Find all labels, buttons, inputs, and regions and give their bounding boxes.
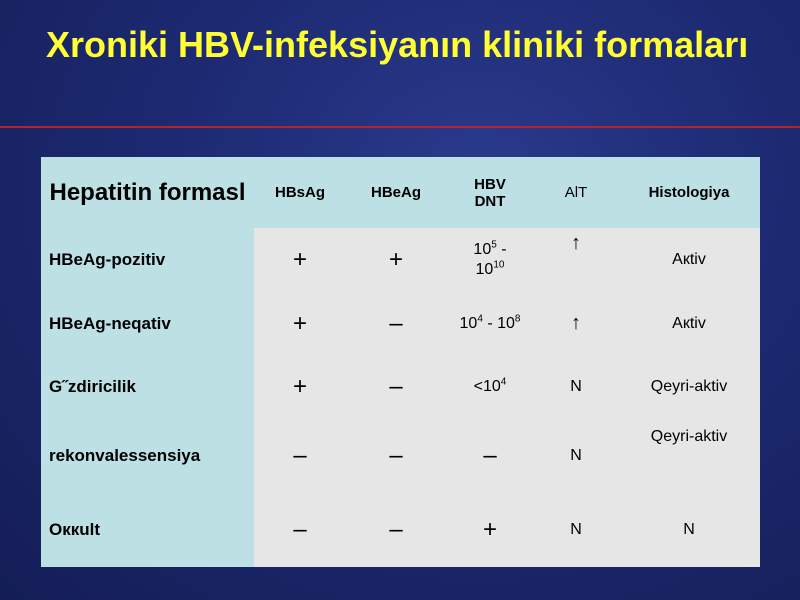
histology-cell: Qeyri-aktiv: [618, 355, 760, 418]
table-row: [41, 418, 760, 493]
hbeag-cell: –: [346, 493, 446, 567]
hbv-dnt-cell: –: [446, 418, 534, 493]
hbeag-cell: –: [346, 292, 446, 355]
slide-title: Xroniki HBV-infeksiyanın kliniki formaları: [46, 24, 749, 65]
alt-cell: [534, 228, 618, 292]
hbsag-cell: +: [254, 228, 346, 292]
alt-cell: [534, 292, 618, 355]
hbeag-cell: –: [346, 418, 446, 493]
table-row: [41, 228, 760, 292]
header-hbeag: HBeAg: [346, 157, 446, 228]
table-row: [41, 493, 760, 567]
alt-cell: N: [534, 493, 618, 567]
hbv-forms-table: [41, 157, 760, 567]
hbsag-cell: +: [254, 355, 346, 418]
histology-cell: Aкtiv: [618, 228, 760, 292]
header-hepatitis-form: Hepatitin formasl: [41, 157, 254, 228]
table-row: [41, 292, 760, 355]
header-alt: AlT: [534, 157, 618, 228]
header-hbv-dnt: HBV DNT: [446, 157, 534, 228]
header-hbsag: HBsAg: [254, 157, 346, 228]
hbv-dnt-cell: $<10^4$: [446, 355, 534, 418]
row-label: G˝zdiricilik: [41, 355, 254, 418]
hbeag-cell: +: [346, 228, 446, 292]
table-row: [41, 355, 760, 418]
hbv-dnt-cell: $10^5$ - $10^{10}$: [446, 228, 534, 292]
title-divider: [0, 126, 800, 128]
hbv-dnt-cell: $10^4 - 10^8$: [446, 292, 534, 355]
histology-cell: Aкtiv: [618, 292, 760, 355]
histology-cell: Qeyri-aktiv: [618, 418, 760, 493]
table-header-row: [41, 157, 760, 228]
row-label: HBeAg-pozitiv: [41, 228, 254, 292]
header-histology: Histologiya: [618, 157, 760, 228]
histology-cell: N: [618, 493, 760, 567]
hbsag-cell: +: [254, 292, 346, 355]
hbv-dnt-cell: +: [446, 493, 534, 567]
alt-cell: N: [534, 355, 618, 418]
row-label: rekonvalessensiya: [41, 418, 254, 493]
arrow-up-icon: ↑: [571, 312, 581, 334]
hbeag-cell: –: [346, 355, 446, 418]
row-label: Oккult: [41, 493, 254, 567]
arrow-up-icon: ↑: [571, 232, 581, 254]
alt-cell: N: [534, 418, 618, 493]
row-label: HBeAg-neqativ: [41, 292, 254, 355]
hbsag-cell: –: [254, 493, 346, 567]
hbsag-cell: –: [254, 418, 346, 493]
